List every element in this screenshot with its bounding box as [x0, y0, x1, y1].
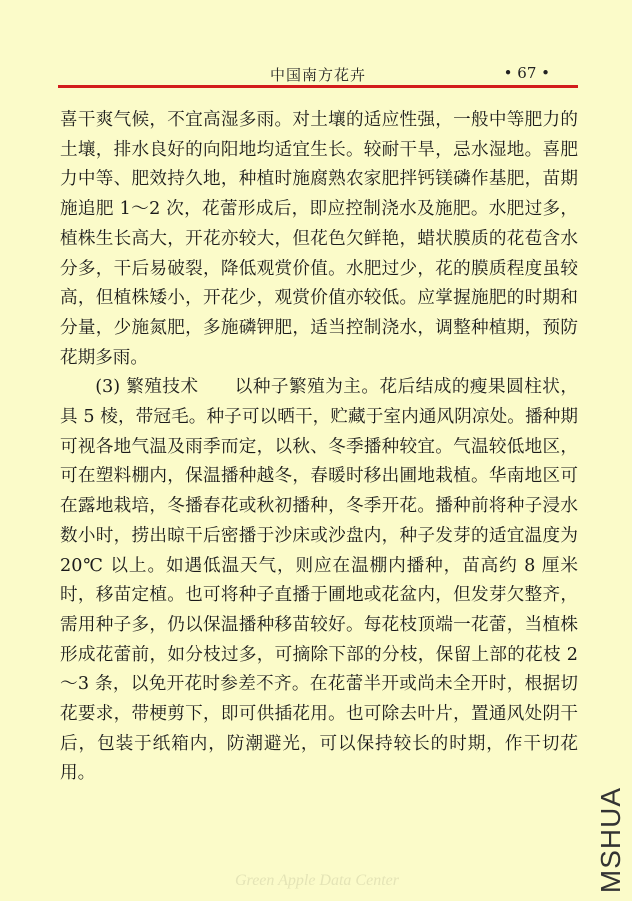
body-paragraph — [60, 373, 578, 789]
page-body — [60, 106, 578, 789]
section-heading: (3) 繁殖技术 — [95, 377, 199, 398]
heading-gap — [199, 377, 235, 397]
side-mark — [595, 786, 626, 894]
header-rule — [58, 85, 578, 88]
body-paragraph: 喜干爽气候，不宜高湿多雨。对土壤的适应性强，一般中等肥力的土壤，排水良好的向阳地均适宜生长。较耐干旱，忌水湿地。喜肥力中等、肥效持久地，种植时施腐熟农家肥拌钙镁磷作基肥，苗期施追肥 1～2 次，花蕾形成后，即应控制浇水及施肥。水肥过多，植株生长高大，开花亦较大，但花色欠鲜艳，蜡状膜质的花苞含水分多，干后易破裂，降低观赏价值。水肥过少，花的膜质程度虽较高，但植株矮小，开花少，观赏价值亦较低。应掌握施肥的时期和分量，少施氮肥，多施磷钾肥，适当控制浇水，调整种植期，预防花期多雨。 — [60, 110, 578, 368]
page-header — [58, 64, 578, 86]
running-title: 中国南方花卉 — [269, 66, 366, 84]
page-number: • 67 • — [503, 64, 550, 82]
watermark: Green Apple Data Center — [235, 872, 399, 889]
section-text: 以种子繁殖为主。花后结成的瘦果圆柱状，具 5 棱，带冠毛。种子可以晒干，贮藏于室内通风阴凉处。播种期可视各地气温及雨季而定，以秋、冬季播种较宜。气温较低地区，可在塑料棚内，保温播种越冬，春暖时移出圃地栽植。华南地区可在露地栽培，冬播春花或秋初播种，冬季开花。播种前将种子浸水数小时，捞出晾干后密播于沙床或沙盘内，种子发芽的适宜温度为 20℃ 以上。如遇低温天气，则应在温棚内播种，苗高约 8 厘米时，移苗定植。也可将种子直播于圃地或花盆内，但发芽欠整齐，需用种子多，仍以保温播种移苗较好。每花枝顶端一花蕾，当植株形成花蕾前，如分枝过多，可摘除下部的分枝，保留上部的花枝 2～3 条，以免开花时参差不齐。在花蕾半开或尚未全开时，根据切花要求，带梗剪下，即可供插花用。也可除去叶片，置通风处阴干后，包装于纸箱内，防潮避光，可以保持较长的时期，作干切花用。 — [60, 377, 578, 784]
side-mark-text: MSHUA — [595, 786, 626, 894]
